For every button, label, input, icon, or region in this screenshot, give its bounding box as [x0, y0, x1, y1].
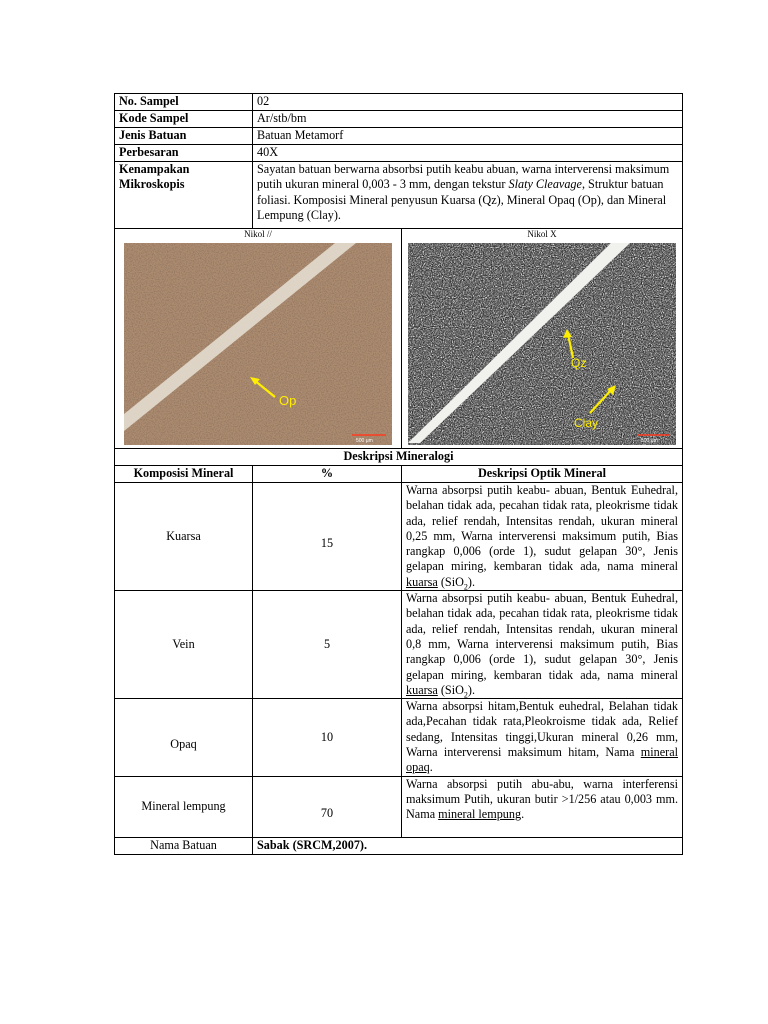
row-jenis-batuan: [115, 128, 683, 145]
row-perbesaran: [115, 145, 683, 162]
description-text: Warna absorpsi hitam,Bentuk euhedral, Belahan tidak ada,Pecahan tidak rata,Pleokroisme tidak ada, Relief sedang, Intensitas tinggi,Ukuran mineral 0,26 mm, Warna interverensi maksimum hitam, Nama: [406, 699, 678, 760]
clay-label: Clay: [574, 416, 599, 430]
description-text: Warna absorpsi putih keabu- abuan, Bentuk Euhedral, belahan tidak ada, pecahan tidak rata, pleokrisme tidak ada, relief rendah, Intensitas rendah, ukuran mineral 0,8 mm, Warna interverensi maksimum putih, Bias rangkap 0,006 (orde 1), sudut gelapan 30°, Jenis gelapan miring, kembaran tidak ada, nama mineral: [406, 591, 678, 682]
mineral-description: [402, 483, 683, 591]
nama-batuan-value: Sabak (SRCM,2007).: [253, 837, 683, 854]
mineral-percent: 15: [253, 483, 402, 591]
table-row: [115, 776, 683, 837]
caption-nikol-parallel: Nikol //: [244, 229, 272, 239]
scale-text-left: 500 μm: [356, 438, 373, 444]
nama-batuan-label: Nama Batuan: [115, 837, 253, 854]
kenampakan-text-a: Sayatan batuan berwarna absorbsi putih keabu abuan, warna interverensi maksimum putih ukuran mineral 0,003 - 3 mm, dengan tekstur: [257, 162, 670, 192]
mineral-percent: 70: [253, 776, 402, 837]
caption-nikol-x: Nikol X: [527, 229, 557, 239]
petrography-sheet: [114, 93, 682, 855]
header-deskripsi: Deskripsi Optik Mineral: [402, 466, 683, 483]
parallel-texture: [124, 243, 392, 445]
kenampakan-label: [115, 162, 253, 229]
header-percent: %: [253, 466, 402, 483]
formula-pre: (SiO: [437, 682, 464, 697]
op-label: Op: [279, 393, 297, 408]
description-text: Warna absorpsi putih abu-abu, warna interferensi maksimum Putih, ukuran butir >1/256 atau 0,003 mm. Nama: [406, 776, 678, 822]
table-row: [115, 699, 683, 776]
mineral-description: [402, 699, 683, 776]
row-kenampakan: [115, 162, 683, 229]
kenampakan-text-b: , Struktur batuan foliasi. Komposisi Mineral penyusun Kuarsa (Qz), Mineral Opaq (Op), dan Mineral Lempung (Clay).: [257, 177, 667, 222]
formula-pre: (SiO: [437, 574, 464, 589]
kenampakan-label-line1: Kenampakan: [119, 162, 190, 176]
kode-sampel-label: Kode Sampel: [115, 111, 253, 128]
mineral-name: Vein: [115, 591, 253, 699]
formula-post: ).: [467, 574, 475, 589]
mineral-description: [402, 591, 683, 699]
table-row: [115, 591, 683, 699]
photo-cell-nikol-x: [402, 229, 683, 449]
photo-cell-nikol-parallel: [115, 229, 402, 449]
no-sampel-value: 02: [253, 94, 683, 111]
qz-label: Qz: [571, 356, 587, 370]
kode-sampel-value: Ar/stb/bm: [253, 111, 683, 128]
perbesaran-label: Perbesaran: [115, 145, 253, 162]
mineral-percent: 5: [253, 591, 402, 699]
description-end: .: [521, 807, 525, 822]
row-mineralogy-headers: [115, 466, 683, 483]
mineral-percent: 10: [253, 699, 402, 776]
perbesaran-value: 40X: [253, 145, 683, 162]
description-end: .: [429, 760, 433, 775]
row-mineralogy-title: [115, 449, 683, 466]
mineral-description: [402, 776, 683, 837]
mineral-name-underlined: kuarsa: [406, 682, 438, 697]
header-komposisi: Komposisi Mineral: [115, 466, 253, 483]
kenampakan-text-italic: Slaty Cleavage: [508, 177, 582, 192]
jenis-batuan-label: Jenis Batuan: [115, 128, 253, 145]
sample-table: [114, 93, 683, 855]
description-text: Warna absorpsi putih keabu- abuan, Bentuk Euhedral, belahan tidak ada, pecahan tidak rata, pleokrisme tidak ada, relief rendah, Intensitas rendah, ukuran mineral 0,25 mm, Warna interverensi maksimum putih, Bias rangkap 0,006 (orde 1), sudut gelapan 30°, Jenis gelapan miring, kembaran tidak ada, nama mineral: [406, 483, 678, 574]
photomicrograph-nikol-x: [408, 243, 676, 445]
mineralogy-title: Deskripsi Mineralogi: [115, 449, 683, 466]
row-no-sampel: [115, 94, 683, 111]
kenampakan-label-line2: Mikroskopis: [119, 177, 185, 192]
mineral-name-underlined: kuarsa: [406, 574, 438, 589]
row-photos: [115, 229, 683, 449]
scale-text-right: 500 μm: [641, 438, 658, 444]
row-kode-sampel: [115, 111, 683, 128]
mineral-name: Opaq: [115, 699, 253, 776]
mineral-name: Mineral lempung: [115, 776, 253, 837]
no-sampel-label: No. Sampel: [115, 94, 253, 111]
formula-post: ).: [467, 682, 475, 697]
table-row: [115, 483, 683, 591]
mineral-name-underlined: mineral lempung: [438, 807, 522, 822]
formula-sub: 2: [463, 690, 468, 700]
formula-sub: 2: [463, 582, 468, 592]
mineral-name: Kuarsa: [115, 483, 253, 591]
mineral-name-underlined: mineral opaq: [406, 745, 678, 775]
row-nama-batuan: [115, 837, 683, 854]
kenampakan-text: [253, 162, 683, 229]
jenis-batuan-value: Batuan Metamorf: [253, 128, 683, 145]
photomicrograph-nikol-parallel: [124, 243, 392, 445]
